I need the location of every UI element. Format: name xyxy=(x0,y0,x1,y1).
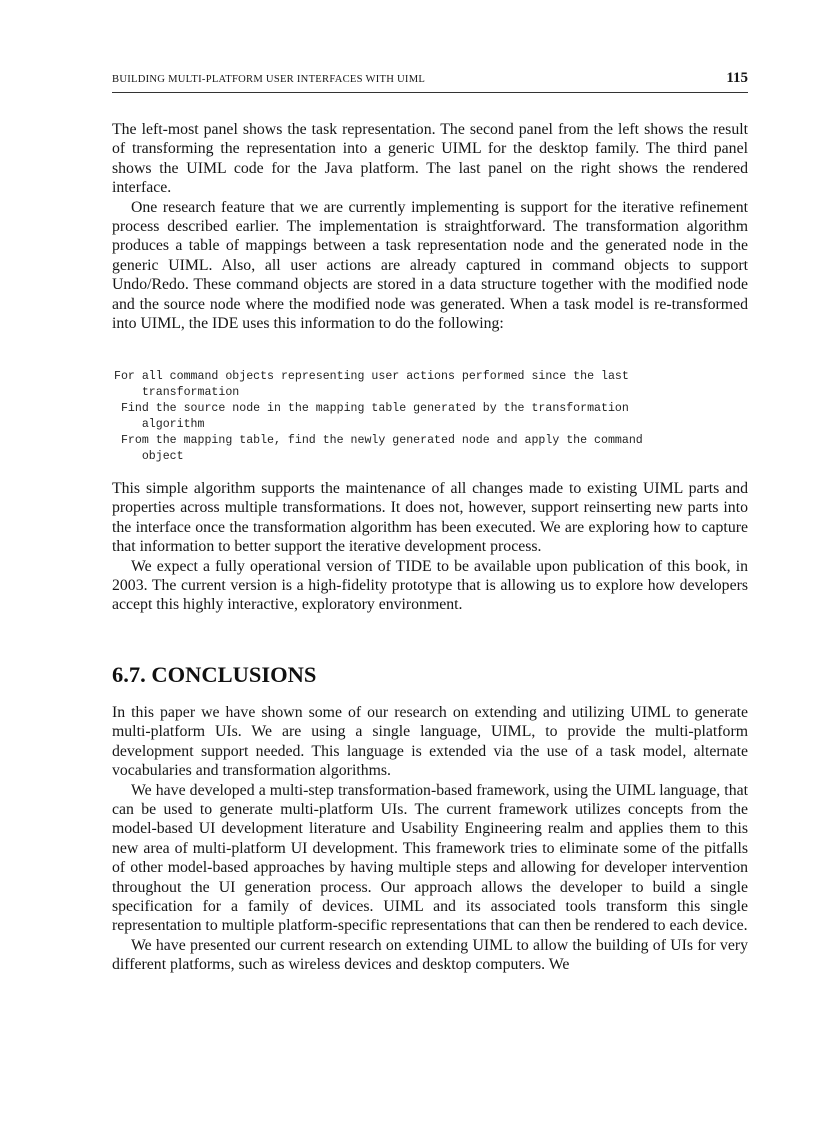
paragraph: The left-most panel shows the task representation. The second panel from the left shows the result of transforming the representation into a generic UIML for the desktop family. The third panel shows the UIML code for the Java platform. The last panel on the right shows the rendered interface. xyxy=(112,121,748,197)
section-heading: 6.7. CONCLUSIONS xyxy=(112,662,317,687)
code-line: transformation xyxy=(114,386,240,399)
paragraph: We have developed a multi-step transformation-based framework, using the UIML language, that can be used to generate multi-platform UIs. The current framework utilizes concepts from the model-based UI development literature and Usability Engineering realm and applies them to this new area of multi-platform UI development. This framework tries to eliminate some of the pitfalls of other model-based approaches by having multiple steps and allowing for developer intervention throughout the UI generation process. Our approach allows the developer to build a single specification for a family of devices. UIML and its associated tools transform this single representation to multiple platform-specific representations that can then be rendered to each device. xyxy=(112,781,748,935)
body-text-mid xyxy=(112,479,748,615)
paragraph: One research feature that we are currently implementing is support for the iterative refinement process described earlier. The implementation is straightforward. The transformation algorithm produces a table of mappings between a task representation node and the generated node in the generic UIML. Also, all user actions are already captured in command objects to support Undo/Redo. These command objects are stored in a data structure together with the modified node and the source node where the modified node was generated. When a task model is re-transformed into UIML, the IDE uses this information to do the following: xyxy=(112,198,748,333)
code-listing xyxy=(114,369,748,465)
code-line: Find the source node in the mapping table generated by the transformation xyxy=(114,402,629,415)
paragraph: This simple algorithm supports the maintenance of all changes made to existing UIML parts and properties across multiple transformations. It does not, however, support reinserting new parts into the interface once the transformation algorithm has been executed. We are exploring how to capture that information to better support the iterative development process. xyxy=(112,480,748,556)
body-text-conclusions xyxy=(112,703,748,975)
running-title: BUILDING MULTI-PLATFORM USER INTERFACES WITH UIML xyxy=(112,74,426,85)
code-line: From the mapping table, find the newly generated node and apply the command xyxy=(114,434,643,447)
code-line: object xyxy=(114,450,184,463)
code-line: For all command objects representing user actions performed since the last xyxy=(114,370,629,383)
running-head xyxy=(112,70,748,93)
paragraph: We expect a fully operational version of TIDE to be available upon publication of this book, in 2003. The current version is a high-fidelity prototype that is allowing us to explore how developers accept this highly interactive, exploratory environment. xyxy=(112,557,748,614)
paragraph: We have presented our current research on extending UIML to allow the building of UIs for very different platforms, such as wireless devices and desktop computers. We xyxy=(112,936,748,974)
page-number: 115 xyxy=(726,70,748,86)
body-text-top xyxy=(112,120,748,333)
code-line: algorithm xyxy=(114,418,205,431)
paragraph: In this paper we have shown some of our research on extending and utilizing UIML to generate multi-platform UIs. We are using a single language, UIML, to provide the multi-platform development support needed. This language is extended via the use of a task model, alternate vocabularies and transformation algorithms. xyxy=(112,704,748,780)
